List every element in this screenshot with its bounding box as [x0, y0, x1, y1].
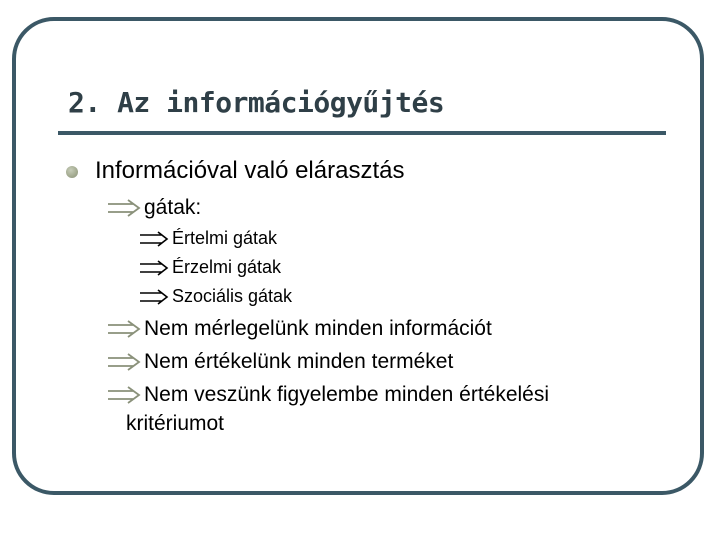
point-text: Nem veszünk figyelembe minden értékelési	[144, 383, 550, 406]
point-text: Nem értékelünk minden terméket	[144, 350, 454, 373]
sub-heading-text: gátak:	[144, 196, 202, 219]
double-arrow-icon	[140, 231, 170, 247]
sub-item-2	[140, 257, 281, 278]
double-arrow-icon	[108, 353, 142, 371]
sub-item-1	[140, 228, 277, 249]
main-bullet-text: Információval való elárasztás	[95, 157, 405, 184]
point-1	[108, 317, 492, 341]
round-bullet-icon	[66, 166, 78, 178]
point-3	[108, 383, 549, 407]
point-2	[108, 350, 453, 374]
double-arrow-icon	[140, 289, 170, 305]
double-arrow-icon	[108, 386, 142, 404]
double-arrow-icon	[140, 260, 170, 276]
sub-item-3	[140, 286, 292, 307]
double-arrow-icon	[108, 199, 142, 217]
sub-item-text: Érzelmi gátak	[172, 257, 282, 277]
title-divider	[58, 131, 666, 135]
sub-item-text: Szociális gátak	[172, 286, 293, 306]
double-arrow-icon	[108, 320, 142, 338]
slide-title: 2. Az információgyűjtés	[68, 86, 445, 119]
sub-heading	[108, 196, 201, 220]
sub-item-text: Értelmi gátak	[172, 228, 278, 248]
point-3-continuation: kritériumot	[126, 412, 225, 435]
point-text: Nem mérlegelünk minden információt	[144, 317, 492, 340]
